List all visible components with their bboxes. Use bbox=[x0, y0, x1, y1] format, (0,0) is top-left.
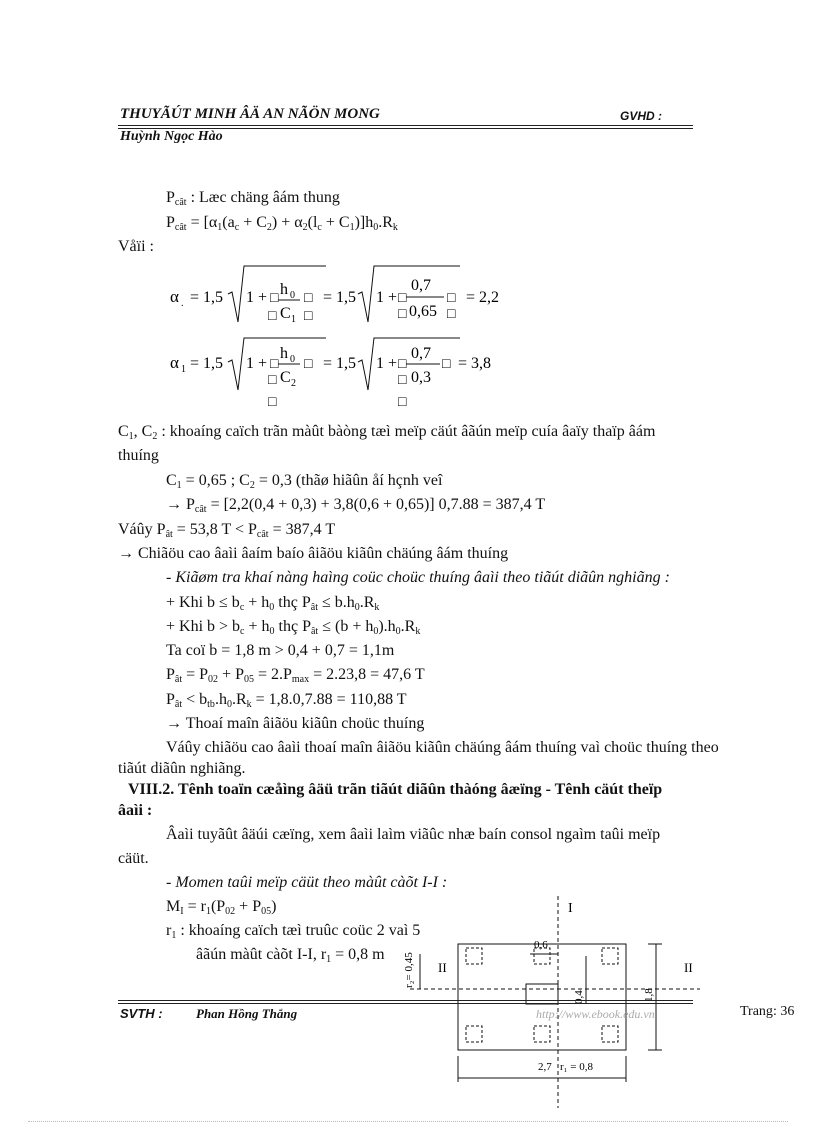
section-label-I: I bbox=[568, 901, 573, 916]
text-line: âãún màût càõt I-I, $r_1 = 0,8$ m bbox=[196, 946, 385, 965]
footer-rule-thick bbox=[118, 1003, 693, 1004]
svg-text:h: h bbox=[280, 345, 288, 362]
section-heading: VIII.2. Tênh toaïn cæåìng âäü trãn tiãút diãûn thàóng âæïng - Tênh cäút theïp bbox=[128, 781, 663, 798]
svg-text:.: . bbox=[181, 298, 184, 309]
text-line: + Khi $b > b_c + h_0$ thç $P_{ât} \le (b + h_0).h_0.R_k$ bbox=[166, 618, 421, 637]
svg-text:□: □ bbox=[398, 291, 407, 306]
text-line: $C_1$, $C_2$ : khoaíng caïch trãn màût bàòng tæì meïp cäút âãún meïp cuía âaïy thaïp âám bbox=[118, 423, 656, 442]
svg-text:1: 1 bbox=[291, 314, 296, 325]
dim-2-7: 2,7 bbox=[538, 1061, 552, 1073]
svg-text:= 3,8: = 3,8 bbox=[458, 355, 492, 372]
text-line: $P_{cât}$ : Læc chäng âám thung bbox=[166, 189, 340, 208]
svg-text:□: □ bbox=[398, 373, 407, 388]
dim-1-8: 1,8 bbox=[643, 988, 655, 1002]
dim-0-4: 0,4 bbox=[573, 990, 585, 1004]
svg-text:α: α bbox=[170, 353, 179, 372]
pile bbox=[466, 948, 482, 964]
formula-alpha1 bbox=[166, 334, 506, 412]
svg-text:= 1,5: = 1,5 bbox=[190, 289, 224, 306]
svg-text:1 +: 1 + bbox=[246, 355, 268, 372]
svg-text:0,65: 0,65 bbox=[409, 303, 437, 320]
page-bottom-rule bbox=[28, 1121, 788, 1122]
student-label: SVTH : bbox=[120, 1006, 163, 1021]
text-line: → $P_{cât} = [2,2(0,4 + 0,3) + 3,8(0,6 + 0,65)] 0,7.88 = 387,4$ T bbox=[166, 496, 546, 515]
svg-text:□: □ bbox=[398, 307, 407, 322]
text-line: + Khi $b \le b_c + h_0$ thç $P_{ât} \le b.h_0.R_k$ bbox=[166, 594, 380, 613]
text-line: $C_1 = 0,65$ ; $C_2 = 0,3$ (thãø hiãûn åí hçnh veî bbox=[166, 472, 443, 491]
text-line: thuíng bbox=[118, 447, 159, 464]
svg-text:□: □ bbox=[447, 307, 456, 322]
pile bbox=[602, 1026, 618, 1042]
svg-text:C: C bbox=[280, 305, 291, 322]
svg-text:0: 0 bbox=[290, 290, 295, 301]
svg-text:2: 2 bbox=[291, 378, 296, 389]
header-rule bbox=[118, 125, 693, 126]
svg-text:0,7: 0,7 bbox=[411, 277, 431, 294]
svg-text:1: 1 bbox=[181, 364, 186, 375]
arrow-icon: → bbox=[166, 715, 182, 732]
watermark-url: http://www.ebook.edu.vn bbox=[536, 1007, 655, 1021]
svg-text:□: □ bbox=[268, 309, 277, 324]
svg-text:= 2,2: = 2,2 bbox=[466, 289, 500, 306]
svg-text:h: h bbox=[280, 281, 288, 298]
student-name: Phan Hồng Thắng bbox=[196, 1006, 298, 1021]
text-line: cäüt. bbox=[118, 850, 149, 867]
svg-text:□: □ bbox=[304, 291, 313, 306]
svg-text:□: □ bbox=[447, 291, 456, 306]
section-label-II-left: II bbox=[438, 960, 447, 975]
page-number: Trang: 36 bbox=[740, 1004, 795, 1019]
svg-text:□: □ bbox=[398, 395, 407, 410]
text-line: $P_{ât} < b_{tb}.h_0.R_k = 1,8.0,7.88 = 110,88$ T bbox=[166, 691, 407, 710]
dim-r1: r₁ = 0,8 bbox=[560, 1061, 593, 1073]
svg-text:□: □ bbox=[304, 357, 313, 372]
svg-text:0,7: 0,7 bbox=[411, 345, 431, 362]
pile bbox=[602, 948, 618, 964]
svg-text:□: □ bbox=[268, 395, 277, 410]
svg-text:= 1,5: = 1,5 bbox=[323, 355, 357, 372]
document-title: THUYÃÚT MINH ÂÄ AN NÃÖN MONG bbox=[120, 106, 380, 122]
text-line: tiãút diãûn nghiãng. bbox=[118, 760, 246, 777]
text-line: Våïi : bbox=[118, 238, 154, 255]
text-line: $r_1$ : khoaíng caïch tæì truûc coüc 2 vaì 5 bbox=[166, 922, 421, 941]
dim-r2: r₂= 0,45 bbox=[403, 952, 415, 988]
text-line: - Momen taûi meïp cäüt theo màût càõt I-I : bbox=[166, 874, 448, 891]
text-line: Váûy $P_{ât} = 53,8$ $T < P_{cât} = 387,4$ T bbox=[118, 521, 336, 540]
svg-text:□: □ bbox=[442, 357, 451, 372]
text-line: $P_{ât} = P_{02} + P_{05} = 2.P_{max} = 2.23,8 = 47,6$ T bbox=[166, 666, 425, 685]
text-line: $M_I = r_1(P_{02} + P_{05})$ bbox=[166, 898, 277, 917]
text-line: → Chiãöu cao âaìi âaím baío âiãöu kiãûn chäúng âám thuíng bbox=[118, 545, 509, 562]
text-line: Ta coï b = 1,8 m > 0,4 + 0,7 = 1,1m bbox=[166, 642, 395, 659]
text-line: Âaìi tuyãût âäúi cæïng, xem âaìi laìm viãûc nhæ baín consol ngaìm taûi meïp bbox=[166, 826, 661, 843]
text-line: Váûy chiãöu cao âaìi thoaí maîn âiãöu kiãûn chäúng âám thuíng vaì choüc thuíng theo bbox=[166, 739, 719, 756]
section-heading-cont: âaìi : bbox=[118, 802, 153, 819]
arrow-icon: → bbox=[166, 496, 182, 513]
text-line: $P_{cât} = [\alpha_1(a_c + C_2) + \alpha_2(l_c + C_1)]h_0.R_k$ bbox=[166, 214, 398, 233]
pile-cap-outline bbox=[458, 944, 626, 1050]
arrow-icon: → bbox=[118, 545, 134, 562]
pile bbox=[466, 1026, 482, 1042]
svg-text:= 1,5: = 1,5 bbox=[190, 355, 224, 372]
text-line: - Kiãøm tra khaí nàng haìng coüc choüc thuíng âaìi theo tiãút diãûn nghiãng : bbox=[166, 569, 670, 586]
svg-text:0,3: 0,3 bbox=[411, 369, 431, 386]
svg-text:0: 0 bbox=[290, 354, 295, 365]
pile bbox=[534, 1026, 550, 1042]
dim-0-6: 0,6 bbox=[534, 939, 548, 951]
svg-text:C: C bbox=[280, 369, 291, 386]
svg-text:□: □ bbox=[304, 309, 313, 324]
text-line: → Thoaí maîn âiãöu kiãûn choüc thuíng bbox=[166, 715, 425, 732]
svg-text:□: □ bbox=[268, 373, 277, 388]
svg-text:□: □ bbox=[270, 357, 279, 372]
section-label-II-right: II bbox=[684, 960, 693, 975]
svg-text:1 +: 1 + bbox=[376, 289, 398, 306]
instructor-label: GVHD : bbox=[620, 109, 662, 123]
column-outline bbox=[526, 984, 558, 1004]
footer-rule bbox=[118, 1000, 693, 1001]
formula-text: α bbox=[170, 287, 179, 306]
svg-text:□: □ bbox=[398, 357, 407, 372]
formula-alpha2 bbox=[166, 262, 506, 330]
svg-text:1 +: 1 + bbox=[246, 289, 268, 306]
svg-text:= 1,5: = 1,5 bbox=[323, 289, 357, 306]
svg-text:1 +: 1 + bbox=[376, 355, 398, 372]
svg-text:□: □ bbox=[270, 291, 279, 306]
instructor-name: Huỳnh Ngọc Hào bbox=[120, 129, 223, 144]
